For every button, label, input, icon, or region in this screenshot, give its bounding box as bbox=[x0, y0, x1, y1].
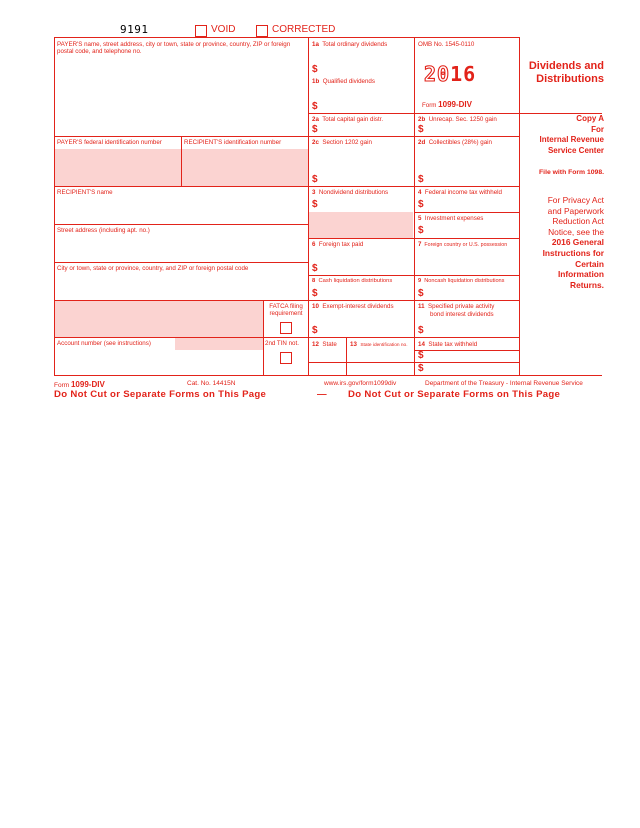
box-4-label: 4 Federal income tax withheld bbox=[418, 189, 502, 196]
form-title: Dividends and Distributions bbox=[528, 60, 604, 85]
second-tin-checkbox[interactable] bbox=[280, 352, 292, 364]
box-3-label: 3 Nondividend distributions bbox=[312, 189, 389, 196]
box-4-dollar: $ bbox=[418, 199, 424, 210]
payer-tin-label: PAYER'S federal identification number bbox=[57, 139, 162, 146]
box-11-dollar: $ bbox=[418, 325, 424, 336]
void-checkbox[interactable] bbox=[195, 25, 207, 37]
box-1a-dollar: $ bbox=[312, 64, 318, 75]
box-1b-label: 1b Qualified dividends bbox=[312, 78, 375, 85]
recipient-name-label: RECIPIENT'S name bbox=[57, 189, 113, 196]
account-shade bbox=[175, 338, 263, 350]
copy-a-block: Copy A For Internal Revenue Service Center bbox=[539, 114, 604, 155]
recipient-tin-label: RECIPIENT'S identification number bbox=[184, 139, 282, 146]
recipient-tin-shade bbox=[181, 149, 308, 186]
box-11-label: 11 Specified private activity bbox=[418, 303, 495, 310]
box-2c-dollar: $ bbox=[312, 174, 318, 185]
box-6-dollar: $ bbox=[312, 263, 318, 274]
warning-right: Do Not Cut or Separate Forms on This Page bbox=[348, 389, 561, 400]
box-2b-dollar: $ bbox=[418, 124, 424, 135]
box-2d-label: 2d Collectibles (28%) gain bbox=[418, 139, 492, 146]
box5-shade bbox=[309, 212, 413, 238]
box-9-label: 9 Noncash liquidation distributions bbox=[418, 278, 505, 284]
box-14-dollar-1: $ bbox=[418, 350, 424, 361]
box-8-dollar: $ bbox=[312, 288, 318, 299]
form-number-label: Form 1099-DIV bbox=[422, 100, 472, 109]
box-7-label: 7 Foreign country or U.S. possession bbox=[418, 241, 508, 248]
box-2c-label: 2c Section 1202 gain bbox=[312, 139, 372, 146]
omb-number: OMB No. 1545-0110 bbox=[418, 41, 475, 48]
payer-tin-shade bbox=[55, 149, 181, 186]
payer-name-field[interactable] bbox=[57, 58, 305, 134]
corrected-label: CORRECTED bbox=[272, 24, 336, 35]
privacy-notice: For Privacy Act and Paperwork Reduction Act Notice, see the 2016 General Instructions for Certain Information Returns. bbox=[542, 195, 604, 290]
tax-year: 2016 bbox=[424, 62, 477, 86]
box-5-label: 5 Investment expenses bbox=[418, 215, 484, 222]
box-10-label: 10 Exempt-interest dividends bbox=[312, 303, 394, 310]
box-12-label: 12 State bbox=[312, 341, 337, 348]
box-13-label: 13 State identification no. bbox=[350, 341, 408, 348]
account-number-label: Account number (see instructions) bbox=[57, 340, 151, 347]
box-2d-dollar: $ bbox=[418, 174, 424, 185]
footer-cat-no: Cat. No. 14415N bbox=[187, 380, 236, 387]
payer-name-label: PAYER'S name, street address, city or town, state or province, country, ZIP or foreign postal code, and telephone no. bbox=[57, 41, 291, 56]
box-2a-label: 2a Total capital gain distr. bbox=[312, 116, 384, 123]
box-14-dollar-2: $ bbox=[418, 363, 424, 374]
fatca-shade bbox=[55, 300, 263, 337]
box-9-dollar: $ bbox=[418, 288, 424, 299]
box-2a-dollar: $ bbox=[312, 124, 318, 135]
box-14-label: 14 State tax withheld bbox=[418, 341, 478, 348]
fatca-label: FATCA filing requirement bbox=[269, 303, 303, 318]
file-with-note: File with Form 1098. bbox=[539, 169, 604, 176]
box-1a-label: 1a Total ordinary dividends bbox=[312, 41, 388, 48]
warning-left: Do Not Cut or Separate Forms on This Page bbox=[54, 389, 267, 400]
street-address-label: Street address (including apt. no.) bbox=[57, 227, 150, 234]
box-11-label-line2: bond interest dividends bbox=[430, 311, 494, 318]
void-label: VOID bbox=[211, 24, 236, 35]
box-1b-dollar: $ bbox=[312, 101, 318, 112]
scan-code: 9191 bbox=[120, 23, 149, 36]
city-state-label: City or town, state or province, country, and ZIP or foreign postal code bbox=[57, 265, 249, 272]
box-10-dollar: $ bbox=[312, 325, 318, 336]
box-5-dollar: $ bbox=[418, 225, 424, 236]
corrected-checkbox[interactable] bbox=[256, 25, 268, 37]
box-8-label: 8 Cash liquidation distributions bbox=[312, 278, 393, 284]
footer-url[interactable]: www.irs.gov/form1099div bbox=[324, 380, 397, 387]
box-2b-label: 2b Unrecap. Sec. 1250 gain bbox=[418, 116, 497, 123]
footer-department: Department of the Treasury - Internal Revenue Service bbox=[425, 380, 583, 387]
box-3-dollar: $ bbox=[312, 199, 318, 210]
warning-dash: — bbox=[317, 389, 327, 400]
box-6-label: 6 Foreign tax paid bbox=[312, 241, 364, 248]
second-tin-label: 2nd TIN not. bbox=[265, 340, 299, 347]
footer-form-number: Form 1099-DIV bbox=[54, 380, 105, 389]
fatca-checkbox[interactable] bbox=[280, 322, 292, 334]
